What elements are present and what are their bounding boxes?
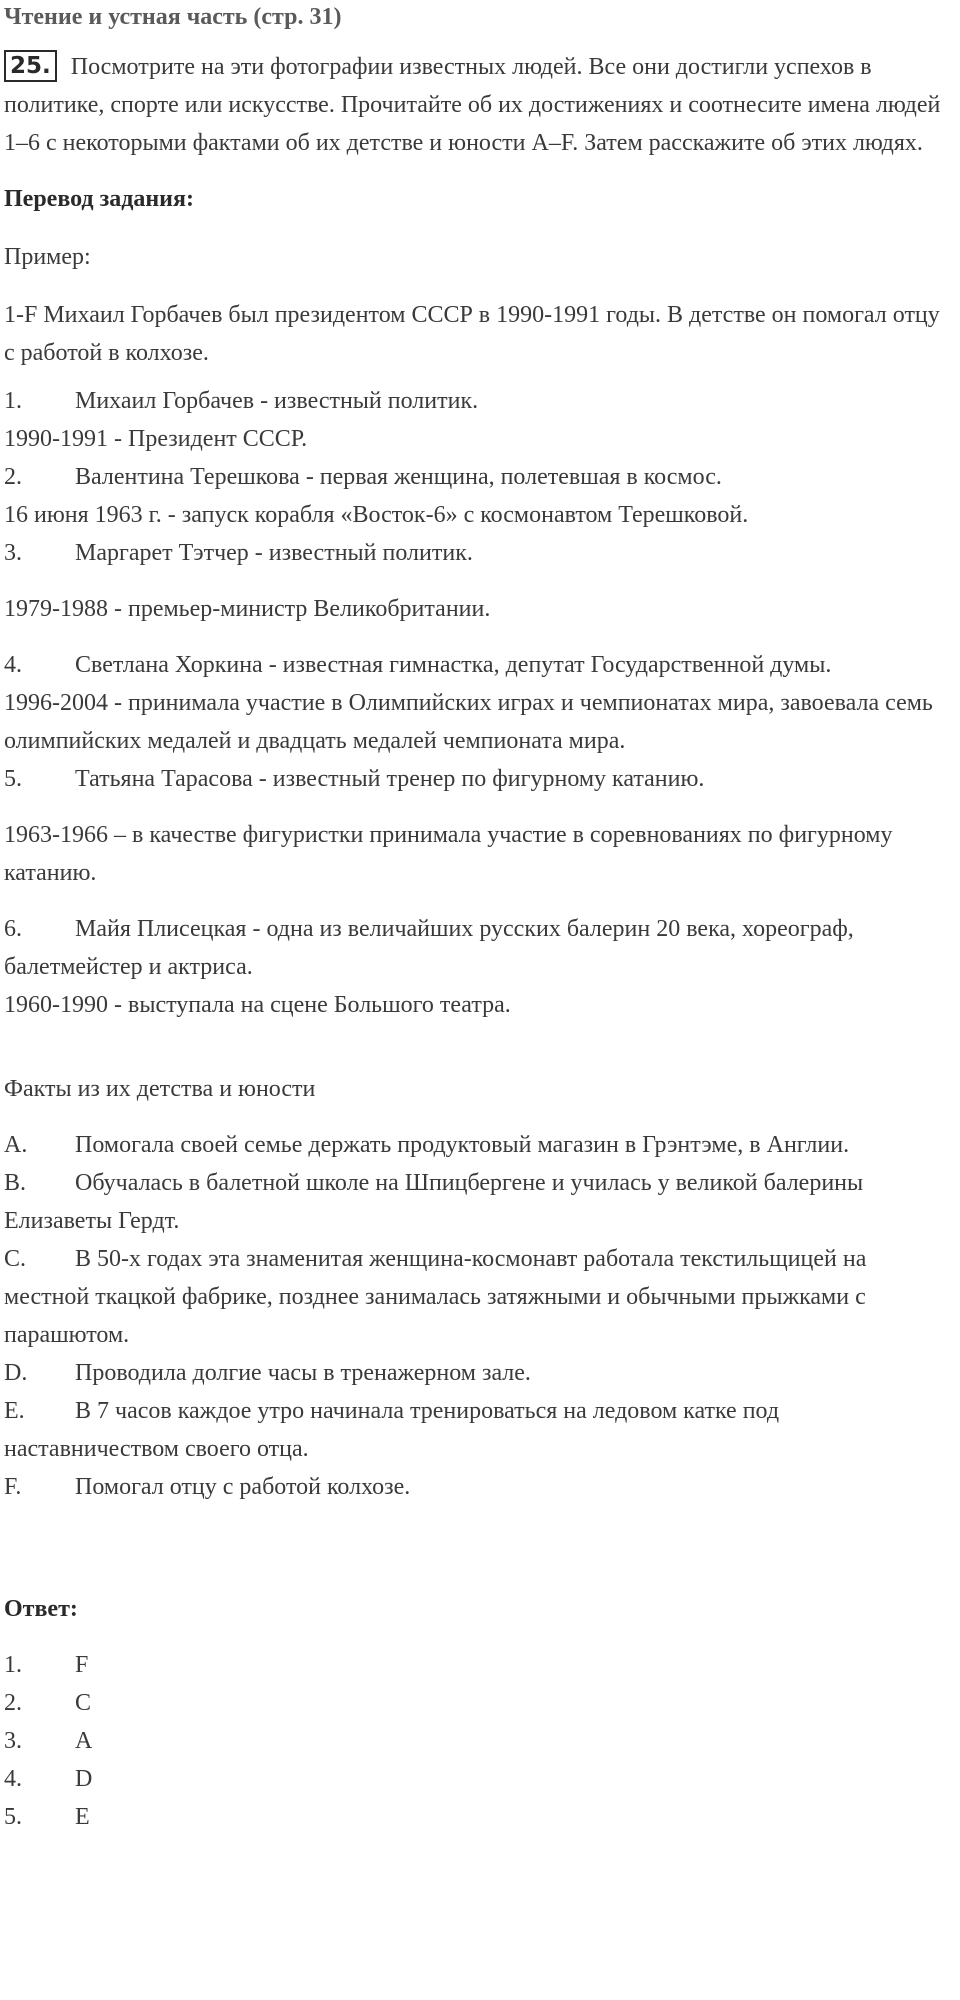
person-number: 2. bbox=[4, 464, 22, 490]
person-name: Татьяна Тарасова - известный тренер по фигурному катанию. bbox=[75, 766, 705, 792]
fact-letter: E. bbox=[4, 1398, 25, 1424]
person-item bbox=[4, 646, 956, 760]
person-fact: 1963-1966 – в качестве фигуристки принимала участие в соревнованиях по фигурному катанию. bbox=[4, 822, 893, 886]
facts-heading: Факты из их детства и юности bbox=[4, 1076, 316, 1102]
person-number: 6. bbox=[4, 916, 22, 942]
fact-text: Проводила долгие часы в тренажерном зале. bbox=[75, 1360, 531, 1386]
fact-letter: A. bbox=[4, 1132, 28, 1158]
fact-item bbox=[4, 1126, 956, 1164]
answer-number: 4. bbox=[4, 1766, 22, 1792]
document bbox=[4, 0, 956, 1836]
answer-value: E bbox=[75, 1804, 90, 1830]
person-name: Майя Плисецкая - одна из величайших русских балерин 20 века, хореограф, балетмейстер и актриса. bbox=[4, 916, 854, 980]
person-fact: 1979-1988 - премьер-министр Великобритании. bbox=[4, 596, 491, 622]
example-text: 1-F Михаил Горбачев был президентом СССР в 1990-1991 годы. В детстве он помогал отцу с работой в колхозе. bbox=[4, 302, 940, 366]
person-item bbox=[4, 760, 956, 892]
fact-item bbox=[4, 1468, 956, 1506]
answer-item bbox=[4, 1798, 956, 1836]
fact-text: В 50-х годах эта знаменитая женщина-космонавт работала текстильщицей на местной ткацкой фабрике, позднее занималась затяжными и обычными прыжками с парашютом. bbox=[4, 1246, 867, 1348]
person-fact: 1960-1990 - выступала на сцене Большого театра. bbox=[4, 992, 511, 1018]
answer-value: F bbox=[75, 1652, 89, 1678]
answer-list bbox=[4, 1646, 956, 1836]
answer-value: A bbox=[75, 1728, 93, 1754]
page-header: Чтение и устная часть (стр. 31) bbox=[4, 4, 342, 30]
person-fact: 16 июня 1963 г. - запуск корабля «Восток-6» с космонавтом Терешковой. bbox=[4, 502, 749, 528]
person-name: Светлана Хоркина - известная гимнастка, депутат Государственной думы. bbox=[75, 652, 832, 678]
person-item bbox=[4, 382, 956, 458]
answer-item bbox=[4, 1646, 956, 1684]
person-name: Маргарет Тэтчер - известный политик. bbox=[75, 540, 473, 566]
example-label: Пример: bbox=[4, 244, 91, 270]
answer-value: C bbox=[75, 1690, 92, 1716]
person-name: Валентина Терешкова - первая женщина, полетевшая в космос. bbox=[75, 464, 722, 490]
people-list bbox=[4, 382, 956, 1024]
answer-item bbox=[4, 1760, 956, 1798]
answer-value: D bbox=[75, 1766, 93, 1792]
person-number: 3. bbox=[4, 540, 22, 566]
fact-letter: F. bbox=[4, 1474, 22, 1500]
task-paragraph bbox=[4, 48, 956, 162]
answer-item bbox=[4, 1684, 956, 1722]
fact-item bbox=[4, 1164, 956, 1240]
person-number: 1. bbox=[4, 388, 22, 414]
fact-item bbox=[4, 1354, 956, 1392]
person-item bbox=[4, 534, 956, 628]
fact-letter: B. bbox=[4, 1170, 27, 1196]
translation-heading: Перевод задания: bbox=[4, 186, 194, 212]
person-number: 4. bbox=[4, 652, 22, 678]
fact-item bbox=[4, 1240, 956, 1354]
answer-number: 3. bbox=[4, 1728, 22, 1754]
fact-text: Помогал отцу с работой колхозе. bbox=[75, 1474, 411, 1500]
answer-number: 5. bbox=[4, 1804, 22, 1830]
fact-letter: D. bbox=[4, 1360, 28, 1386]
person-number: 5. bbox=[4, 766, 22, 792]
fact-item bbox=[4, 1392, 956, 1468]
task-number-badge: 25. bbox=[4, 50, 57, 82]
facts-list bbox=[4, 1126, 956, 1506]
fact-letter: C. bbox=[4, 1246, 27, 1272]
answer-heading: Ответ: bbox=[4, 1596, 78, 1622]
fact-text: В 7 часов каждое утро начинала тренироваться на ледовом катке под наставничеством своего отца. bbox=[4, 1398, 780, 1462]
task-text: Посмотрите на эти фотографии известных людей. Все они достигли успехов в политике, спорте или искусстве. Прочитайте об их достижениях и соотнесите имена людей 1–6 с некоторыми фактами об их детстве и юности A–F. Затем расскажите об этих людях. bbox=[4, 54, 941, 156]
answer-number: 1. bbox=[4, 1652, 22, 1678]
person-fact: 1990-1991 - Президент СССР. bbox=[4, 426, 308, 452]
answer-item bbox=[4, 1722, 956, 1760]
person-item bbox=[4, 910, 956, 1024]
person-item bbox=[4, 458, 956, 534]
person-name: Михаил Горбачев - известный политик. bbox=[75, 388, 479, 414]
answer-number: 2. bbox=[4, 1690, 22, 1716]
person-fact: 1996-2004 - принимала участие в Олимпийских играх и чемпионатах мира, завоевала семь олимпийских медалей и двадцать медалей чемпионата мира. bbox=[4, 690, 933, 754]
fact-text: Обучалась в балетной школе на Шпицбергене и училась у великой балерины Елизаветы Гердт. bbox=[4, 1170, 864, 1234]
fact-text: Помогала своей семье держать продуктовый магазин в Грэнтэме, в Англии. bbox=[75, 1132, 850, 1158]
